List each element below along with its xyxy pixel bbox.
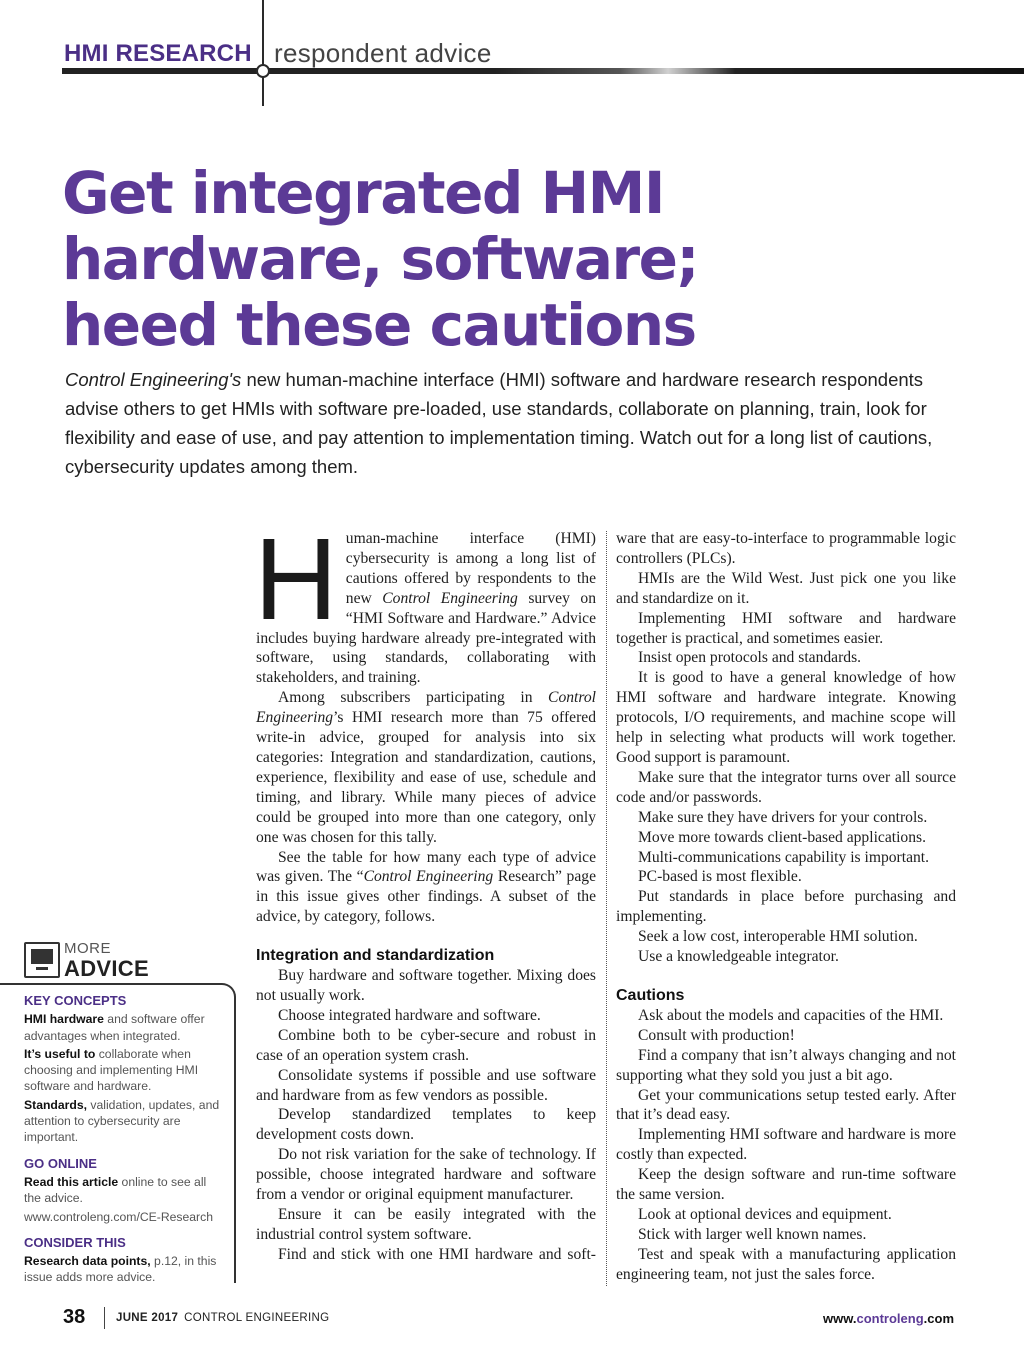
body-column-right bbox=[616, 529, 956, 1285]
advice-item: Choose integrated hardware and software. bbox=[278, 1006, 541, 1024]
item-text: and software offer advantages when integrated. bbox=[24, 1012, 205, 1043]
header-vertical-line bbox=[262, 0, 264, 106]
caution-item: Ask about the models and capacities of the HMI. bbox=[638, 1006, 944, 1024]
advice-item: Ensure it can be easily integrated with the industrial control system software. bbox=[256, 1206, 596, 1243]
title-line: heed these cautions bbox=[62, 291, 696, 359]
advice-item: HMIs are the Wild West. Just pick one you like and standardize on it. bbox=[616, 569, 956, 607]
footer-issue: JUNE 2017 bbox=[116, 1312, 179, 1324]
item-lead: HMI hardware bbox=[24, 1012, 104, 1027]
section-heading-integration: Integration and standardization bbox=[256, 947, 495, 965]
footer-magazine: CONTROL ENGINEERING bbox=[184, 1312, 330, 1324]
item-text: p.12, in this issue adds more advice. bbox=[24, 1254, 217, 1285]
text-run: uman-machine interface (HMI) cybersecurity is among a long list of cautions offered by respondents to the new bbox=[345, 530, 596, 607]
footer-url[interactable] bbox=[823, 1311, 954, 1326]
drop-cap: H bbox=[254, 514, 338, 644]
url-part: www. bbox=[823, 1311, 857, 1326]
key-concept-item bbox=[24, 1046, 224, 1095]
advice-item: Combine both to be cyber-secure and robust in case of an operation system crash. bbox=[256, 1026, 596, 1064]
subsection-label: respondent advice bbox=[274, 38, 492, 68]
advice-item: Find and stick with one HMI hardware and soft- bbox=[278, 1245, 596, 1263]
item-lead: It’s useful to bbox=[24, 1046, 96, 1061]
advice-item: Implementing HMI software and hardware together is practical, and sometimes easier. bbox=[616, 609, 956, 647]
advice-item: It is good to have a general knowledge of how HMI software and hardware integrate. Knowing protocols, I/O requirements, and machine scope will help in selecting what products will work together. Good support is paramount. bbox=[616, 669, 956, 766]
section-label: HMI RESEARCH bbox=[64, 40, 252, 67]
body-paragraph bbox=[256, 848, 596, 928]
header-rule bbox=[62, 68, 1024, 74]
item-lead: Read this article bbox=[24, 1174, 119, 1189]
text-run-italic: Control Engineering bbox=[363, 868, 494, 886]
caution-item: Stick with larger well known names. bbox=[638, 1225, 867, 1243]
text-run: ’s HMI research more than 75 offered write-in advice, grouped for analysis into six categories: Integration and standardization, cautions, experience, flexibility and ease of use, schedule and timing, and library. While many pieces of advice could be grouped into more than one category, only one was chosen for this tally. bbox=[256, 709, 596, 846]
url-part-accent: controleng bbox=[856, 1311, 924, 1326]
advice-item: Move more towards client-based applications. bbox=[638, 828, 926, 846]
advice-item: Insist open protocols and standards. bbox=[638, 649, 862, 667]
monitor-icon bbox=[24, 942, 60, 978]
caution-item: Test and speak with a manufacturing application engineering team, not just the sales force. bbox=[616, 1245, 956, 1283]
text-run: survey on “HMI Software and Hardware.” Advice includes buying hardware already pre-integrated with software, using standards, collaborating with stakeholders, and training. bbox=[256, 589, 596, 687]
advice-item: Develop standardized templates to keep development costs down. bbox=[256, 1106, 596, 1144]
advice-item: Multi-communications capability is important. bbox=[638, 848, 930, 866]
caution-item: Implementing HMI software and hardware is more costly than expected. bbox=[616, 1126, 956, 1164]
advice-item: Seek a low cost, interoperable HMI solution. bbox=[638, 928, 918, 946]
body-column-left bbox=[254, 514, 596, 1265]
sidebar-more-advice bbox=[24, 993, 224, 1286]
advice-item: Do not risk variation for the sake of technology. If possible, choose integrated hardware and software from a vendor or original equipment manufacturer. bbox=[256, 1146, 596, 1204]
research-url-link[interactable]: www.controleng.com/CE-Research bbox=[24, 1209, 213, 1224]
article-title bbox=[62, 160, 762, 358]
advice-item: Put standards in place before purchasing and implementing. bbox=[616, 888, 956, 926]
footer-issue-line bbox=[116, 1312, 329, 1324]
url-part: .com bbox=[923, 1311, 954, 1326]
consider-this-item bbox=[24, 1253, 224, 1286]
advice-item: Consolidate systems if possible and use software and hardware from as few vendors as possible. bbox=[256, 1066, 596, 1104]
caution-item: Consult with production! bbox=[638, 1026, 795, 1044]
caution-item: Find a company that isn’t always changing and not supporting what they sold you just a bit ago. bbox=[616, 1046, 956, 1084]
advice-item: Make sure they have drivers for your controls. bbox=[638, 808, 928, 826]
intro-paragraph bbox=[254, 514, 596, 688]
text-run: See the table for how many each type of advice was given. The “ bbox=[256, 848, 596, 886]
advice-item-continued: ware that are easy-to-interface to programmable logic controllers (PLCs). bbox=[616, 530, 956, 567]
caution-item: Get your communications setup tested early. After that it’s dead easy. bbox=[616, 1086, 956, 1124]
go-online-heading: GO ONLINE bbox=[24, 1155, 97, 1171]
advice-item: Buy hardware and software together. Mixing does not usually work. bbox=[256, 967, 596, 1005]
item-text: validation, updates, and attention to cybersecurity are important. bbox=[24, 1097, 220, 1145]
deck-italic: Control Engineering's bbox=[65, 369, 242, 390]
advice-item: Make sure that the integrator turns over all source code and/or passwords. bbox=[616, 768, 956, 806]
key-concept-item bbox=[24, 1097, 224, 1146]
caution-item: Keep the design software and run-time software the same version. bbox=[616, 1166, 956, 1204]
consider-this-heading: CONSIDER THIS bbox=[24, 1234, 126, 1250]
go-online-item bbox=[24, 1174, 224, 1207]
text-run-italic: Control Engineering bbox=[382, 589, 518, 607]
text-run-italic: Control Engineering bbox=[256, 689, 596, 727]
page-number: 38 bbox=[63, 1306, 86, 1328]
header-dot bbox=[256, 64, 270, 78]
key-concepts-heading: KEY CONCEPTS bbox=[24, 993, 127, 1008]
text-run: Research” page in this issue gives other findings. A subset of the advice, by category, follows. bbox=[256, 868, 596, 926]
footer-separator bbox=[104, 1307, 105, 1329]
title-line: Get integrated HMI bbox=[62, 159, 664, 227]
sidebar-more-label: MORE bbox=[64, 940, 111, 957]
advice-item: Use a knowledgeable integrator. bbox=[638, 948, 839, 966]
deck-text: new human-machine interface (HMI) software and hardware research respondents advise others to get HMIs with software pre-loaded, use standards, collaborate on planning, train, look for flexibility and ease of use, and pay attention to implementation timing. Watch out for a long list of cautions, cybersecurity updates among them. bbox=[65, 369, 933, 477]
section-heading-cautions: Cautions bbox=[616, 986, 685, 1004]
body-paragraph bbox=[256, 688, 596, 847]
key-concept-item bbox=[24, 1011, 224, 1044]
article-deck bbox=[65, 365, 945, 481]
text-run: Among subscribers participating in bbox=[278, 689, 549, 707]
item-lead: Research data points, bbox=[24, 1254, 151, 1269]
title-line: hardware, software; bbox=[62, 225, 699, 293]
sidebar-advice-label: ADVICE bbox=[64, 956, 149, 981]
item-text: collaborate when choosing and implementing HMI software and hardware. bbox=[24, 1046, 199, 1094]
item-text: online to see all the advice. bbox=[24, 1174, 207, 1206]
advice-item: PC-based is most flexible. bbox=[638, 868, 802, 886]
caution-item: Look at optional devices and equipment. bbox=[638, 1206, 892, 1223]
item-lead: Standards, bbox=[24, 1097, 87, 1112]
column-divider bbox=[606, 531, 607, 1286]
